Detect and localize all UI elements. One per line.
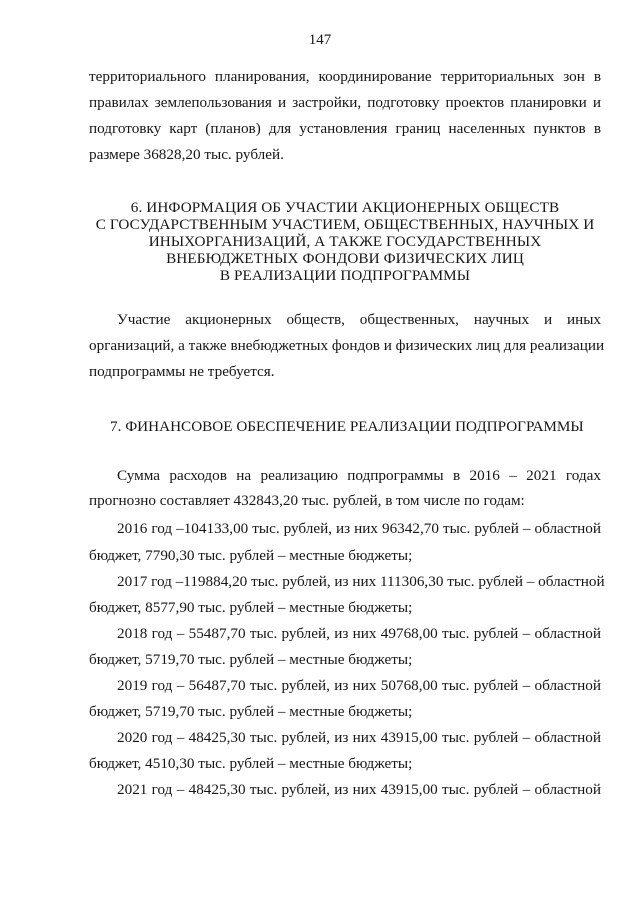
year-line: бюджет, 5719,70 тыс. рублей – местные бюджеты; xyxy=(89,651,413,668)
year-line: 2019 год – 56487,70 тыс. рублей, из них 50768,00 тыс. рублей – областной xyxy=(117,677,601,694)
heading-line: В РЕАЛИЗАЦИИ ПОДПРОГРАММЫ xyxy=(219,267,471,284)
year-line: 2016 год –104133,00 тыс. рублей, из них 96342,70 тыс. рублей – областной xyxy=(117,520,601,537)
year-line: бюджет, 8577,90 тыс. рублей – местные бюджеты; xyxy=(89,599,413,616)
year-line: бюджет, 7790,30 тыс. рублей – местные бюджеты; xyxy=(89,547,413,564)
page-number: 147 xyxy=(308,32,332,48)
intro-line: территориального планирования, координирование территориальных зон в xyxy=(89,68,601,85)
intro-line: правилах землепользования и застройки, подготовку проектов планировки и xyxy=(89,94,601,111)
heading-line: ВНЕБЮДЖЕТНЫХ ФОНДОВИ ФИЗИЧЕСКИХ ЛИЦ xyxy=(166,250,524,267)
year-line: 2017 год –119884,20 тыс. рублей, из них 111306,30 тыс. рублей – областной xyxy=(117,573,605,590)
year-line: 2021 год – 48425,30 тыс. рублей, из них 43915,00 тыс. рублей – областной xyxy=(117,781,601,798)
body-line: организаций, а также внебюджетных фондов и физических лиц для реализации xyxy=(89,337,605,354)
year-line: 2018 год – 55487,70 тыс. рублей, из них 49768,00 тыс. рублей – областной xyxy=(117,625,601,642)
body-line: подпрограммы не требуется. xyxy=(89,363,275,380)
intro-line: подготовку карт (планов) для установления границ населенных пунктов в xyxy=(89,120,601,137)
summary-line: прогнозно составляет 432843,20 тыс. рублей, в том числе по годам: xyxy=(89,492,525,509)
year-line: 2020 год – 48425,30 тыс. рублей, из них 43915,00 тыс. рублей – областной xyxy=(117,729,601,746)
heading-line: ИНЫХОРГАНИЗАЦИЙ, А ТАКЖЕ ГОСУДАРСТВЕННЫХ xyxy=(148,233,542,250)
heading-line: 6. ИНФОРМАЦИЯ ОБ УЧАСТИИ АКЦИОНЕРНЫХ ОБЩЕСТВ xyxy=(130,199,560,216)
heading-line: С ГОСУДАРСТВЕННЫМ УЧАСТИЕМ, ОБЩЕСТВЕННЫХ, НАУЧНЫХ И xyxy=(95,216,595,233)
intro-line: размере 36828,20 тыс. рублей. xyxy=(89,146,284,163)
section-7-heading: 7. ФИНАНСОВОЕ ОБЕСПЕЧЕНИЕ РЕАЛИЗАЦИИ ПОДПРОГРАММЫ xyxy=(110,418,584,435)
year-line: бюджет, 5719,70 тыс. рублей – местные бюджеты; xyxy=(89,703,413,720)
body-line: Участие акционерных обществ, общественных, научных и иных xyxy=(117,311,601,328)
year-line: бюджет, 4510,30 тыс. рублей – местные бюджеты; xyxy=(89,755,413,772)
summary-line: Сумма расходов на реализацию подпрограммы в 2016 – 2021 годах xyxy=(117,467,601,484)
